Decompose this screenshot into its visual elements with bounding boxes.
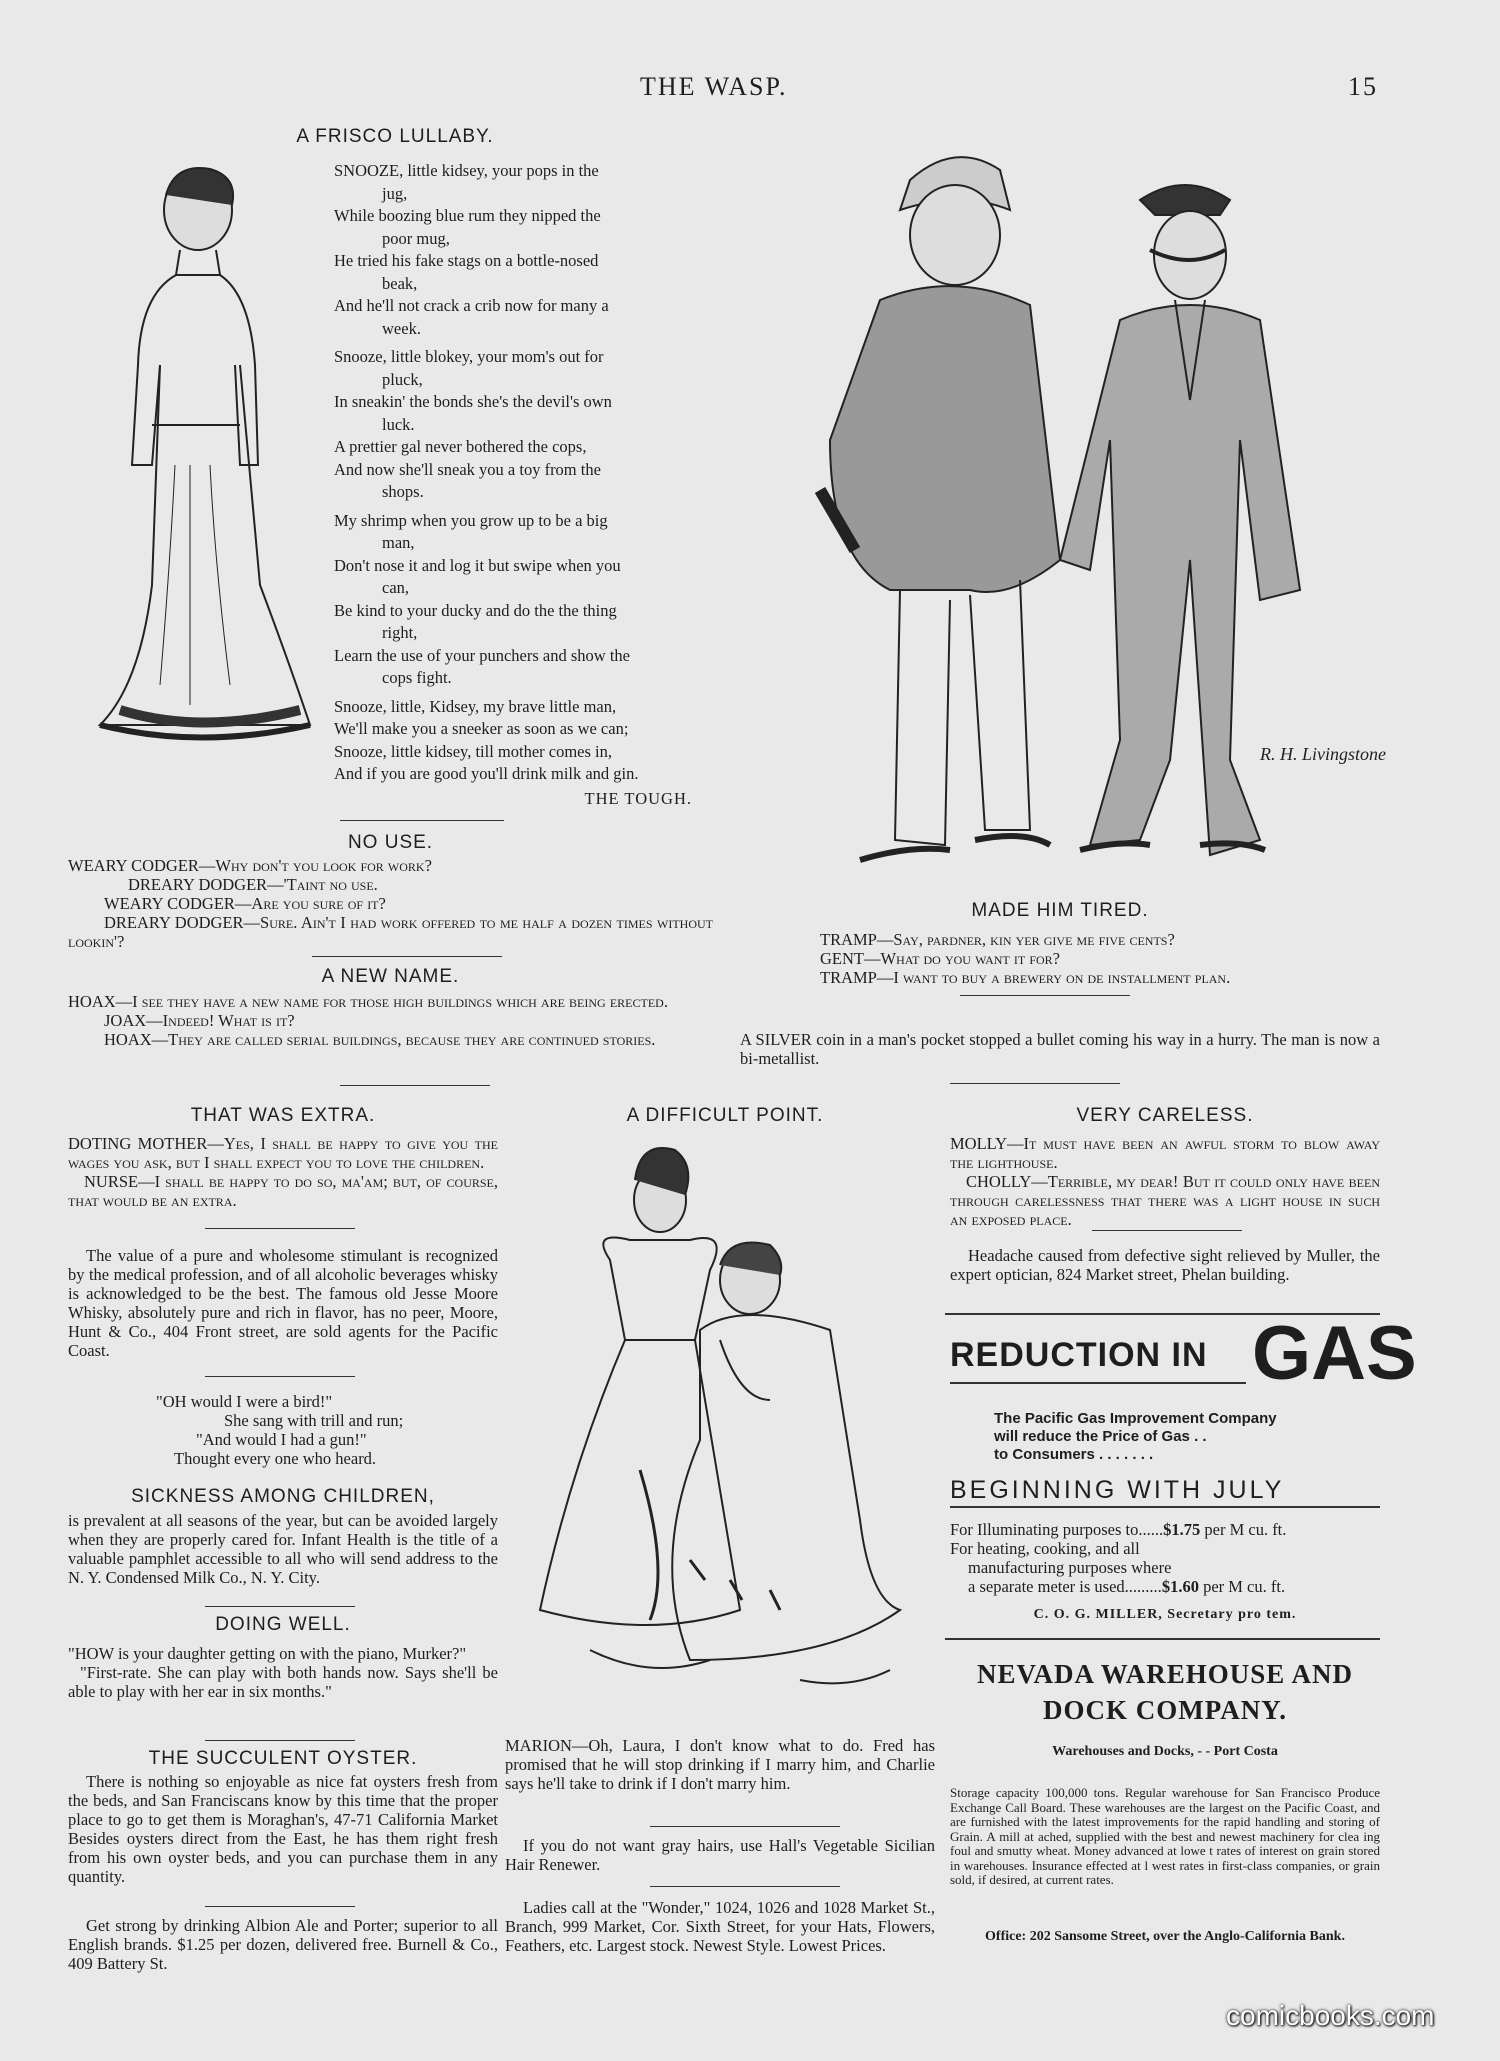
- price-unit: per M cu. ft.: [1203, 1577, 1286, 1596]
- dialogue-line: HOAX—They are called serial buildings, because they are continued stories.: [104, 1030, 656, 1049]
- divider: [205, 1740, 355, 1741]
- poem-line: Be kind to your ducky and do the the thing: [334, 600, 617, 620]
- doing-well-title: DOING WELL.: [215, 1614, 351, 1635]
- poem-line: He tried his fake stags on a bottle-nosed: [334, 251, 599, 270]
- dialogue-line: WEARY CODGER—Are you sure of it?: [104, 894, 386, 913]
- divider: [960, 995, 1130, 996]
- careless-title: VERY CARELESS.: [1076, 1105, 1254, 1126]
- verse-line: "And would I had a gun!": [196, 1430, 367, 1449]
- divider: [205, 1228, 355, 1229]
- made-him-tired-text: [820, 930, 1360, 987]
- divider: [1092, 1230, 1242, 1231]
- poem-line: cops fight.: [382, 668, 452, 687]
- divider: [340, 1085, 490, 1086]
- nevada-title: [950, 1656, 1380, 1728]
- difficult-title: A DIFFICULT POINT.: [626, 1105, 824, 1126]
- nevada-title-line: NEVADA WAREHOUSE AND: [976, 1659, 1354, 1689]
- poem-line: Don't nose it and log it but swipe when you: [334, 555, 621, 575]
- price-line: manufacturing purposes where: [968, 1558, 1172, 1577]
- sickness-text: is prevalent at all seasons of the year, but can be avoided largely when they are properly cared for. Infant Health is the title of a valuable pamphlet accessible to all who will send address to the N. Y. Condensed Milk Co., N. Y. City.: [68, 1511, 498, 1587]
- no-use-text: [68, 856, 713, 951]
- extra-title: THAT WAS EXTRA.: [190, 1105, 376, 1126]
- dialogue-line: GENT—What do you want it for?: [820, 949, 1061, 968]
- price-unit: per M cu. ft.: [1204, 1520, 1287, 1539]
- dialogue-line: DOTING MOTHER—Yes, I shall be happy to give you the wages you ask, but I shall expect you to love the children.: [68, 1134, 498, 1172]
- reduction-heading: REDUCTION IN: [950, 1336, 1208, 1374]
- wonder-text: Ladies call at the "Wonder," 1024, 1026 and 1028 Market St., Branch, 999 Market, Cor. Sixth Street, for your Hats, Flowers, Feathers, etc. Largest stock. Newest Style. Lowest Prices.: [505, 1898, 935, 1955]
- company-line: The Pacific Gas Improvement Company: [994, 1410, 1277, 1427]
- poem-line: pluck,: [382, 369, 423, 389]
- price-value: $1.60: [1161, 1577, 1199, 1596]
- nevada-subtitle: Warehouses and Docks, - - Port Costa: [1052, 1744, 1278, 1759]
- gas-secretary: C. O. G. MILLER, Secretary pro tem.: [1033, 1607, 1297, 1622]
- headache-text: Headache caused from defective sight relieved by Muller, the expert optician, 824 Market street, Phelan building.: [950, 1246, 1380, 1284]
- stanza-4: [334, 696, 714, 786]
- verse-line: She sang with trill and run;: [224, 1411, 404, 1430]
- sickness-title: SICKNESS AMONG CHILDREN,: [131, 1486, 435, 1507]
- divider: [340, 820, 504, 821]
- poem-line: poor mug,: [382, 228, 450, 248]
- halls-text: If you do not want gray hairs, use Hall's Vegetable Sicilian Hair Renewer.: [505, 1836, 935, 1874]
- poem-line: Snooze, little kidsey, till mother comes in,: [334, 741, 613, 761]
- divider: [205, 1906, 355, 1907]
- oyster-text: There is nothing so enjoyable as nice fat oysters fresh from the beds, and San Franciscans know by this time that the proper place to go to get them is Moraghan's, 47-71 California Market Besides oysters direct from the East, he has them right fresh from his own oyster beds, and you can purchase them in any quantity.: [68, 1772, 498, 1886]
- poem-line: can,: [382, 578, 410, 597]
- poem-line: beak,: [382, 273, 418, 293]
- poem-line: We'll make you a sneeker as soon as we can;: [334, 719, 629, 738]
- poem-line: And if you are good you'll drink milk and gin.: [334, 764, 639, 783]
- poem-line: jug,: [382, 183, 408, 203]
- divider: [650, 1826, 840, 1827]
- dialogue-line: DREARY DODGER—Sure. Ain't I had work offered to me half a dozen times without lookin'?: [68, 913, 713, 951]
- price-label: For Illuminating purposes to......: [950, 1520, 1164, 1539]
- frisco-signature: THE TOUGH.: [584, 788, 692, 808]
- silver-text: A SILVER coin in a man's pocket stopped a bullet coming his way in a hurry. The man is now a bi-metallist.: [740, 1030, 1380, 1068]
- poem-line: right,: [382, 623, 418, 642]
- made-him-tired-title: MADE HIM TIRED.: [971, 900, 1149, 921]
- stanza-3: [334, 510, 714, 690]
- dialogue-line: DREARY DODGER—'Taint no use.: [128, 875, 378, 894]
- whisky-text: The value of a pure and wholesome stimulant is recognized by the medical profession, and of all alcoholic beverages whisky is acknowledged to be the best. The famous old Jesse Moore Whisky, absolutely pure and rich in flavor, has no peer, Moore, Hunt & Co., 404 Front street, are sold agents for the Pacific Coast.: [68, 1246, 498, 1360]
- poem-line: SNOOZE, little kidsey, your pops in the: [334, 161, 599, 180]
- nevada-office: Office: 202 Sansome Street, over the Anglo-California Bank.: [985, 1929, 1345, 1944]
- verse-line: "OH would I were a bird!": [156, 1392, 333, 1411]
- divider: [950, 1506, 1380, 1508]
- new-name-text: [68, 992, 713, 1049]
- difficult-text: MARION—Oh, Laura, I don't know what to do. Fred has promised that he will stop drinking if I marry him, and Charlie says he'll take to drink if I don't marry him.: [505, 1736, 935, 1793]
- poem-line: Snooze, little blokey, your mom's out for: [334, 347, 604, 366]
- company-line: will reduce the Price of Gas . .: [994, 1428, 1207, 1445]
- poem-line: And he'll not crack a crib now for many a: [334, 296, 609, 315]
- artist-signature: R. H. Livingstone: [1260, 744, 1386, 764]
- dialogue-line: HOAX—I see they have a new name for those high buildings which are being erected.: [68, 992, 668, 1011]
- divider: [205, 1606, 355, 1607]
- woman-illustration: [80, 165, 330, 755]
- dialogue-line: NURSE—I shall be happy to do so, ma'am; but, of course, that would be an extra.: [68, 1172, 498, 1210]
- price-value: $1.75: [1163, 1520, 1201, 1539]
- poem-line: In sneakin' the bonds she's the devil's own: [334, 392, 612, 411]
- tramp-gent-illustration: [760, 140, 1386, 900]
- nevada-title-line: DOCK COMPANY.: [1043, 1695, 1287, 1725]
- page-number: 15: [1348, 72, 1378, 101]
- poem-line: Learn the use of your punchers and show the: [334, 645, 630, 665]
- poem-line: A prettier gal never bothered the cops,: [334, 437, 587, 456]
- magazine-title: THE WASP.: [640, 72, 788, 101]
- divider: [950, 1382, 1246, 1384]
- poem-line: And now she'll sneak you a toy from the: [334, 459, 601, 479]
- verse-line: Thought every one who heard.: [174, 1449, 377, 1468]
- divider: [945, 1638, 1380, 1640]
- frisco-poem: [334, 160, 714, 810]
- beginning-heading: BEGINNING WITH JULY: [950, 1476, 1285, 1504]
- watermark: comicbooks.com: [1226, 2000, 1435, 2031]
- dialogue-line: "HOW is your daughter getting on with the piano, Murker?": [68, 1644, 467, 1663]
- nevada-body: Storage capacity 100,000 tons. Regular warehouse for San Francisco Produce Exchange Call Board. These warehouses are the largest on the Pacific Coast, and are furnished with the latest improvements for the rapid handling and storing of Grain. A mill at ached, supplied with the best and newest machinery for clea ing foul and smutty wheat. Money advanced at lowe t rates of interest on grain stored in warehouses. Insurance effected at l west rates in first-class companies, or grain sold, if desired, at current rates.: [950, 1785, 1380, 1887]
- company-line: to Consumers . . . . . . .: [994, 1446, 1154, 1463]
- price-label: a separate meter is used.........: [968, 1577, 1162, 1596]
- price-line: For heating, cooking, and all: [950, 1539, 1140, 1558]
- poem-line: Snooze, little, Kidsey, my brave little man,: [334, 696, 617, 716]
- doing-well-text: [68, 1644, 498, 1701]
- dialogue-line: TRAMP—I want to buy a brewery on de installment plan.: [820, 968, 1231, 987]
- gas-heading: GAS: [1252, 1311, 1417, 1396]
- poem-line: week.: [382, 318, 421, 338]
- dialogue-line: TRAMP—Say, pardner, kin yer give me five cents?: [820, 930, 1175, 949]
- poem-line: shops.: [382, 482, 424, 501]
- stanza-2: [334, 346, 714, 504]
- bird-verse: [156, 1392, 486, 1468]
- dialogue-line: WEARY CODGER—Why don't you look for work?: [68, 856, 432, 875]
- divider: [650, 1886, 840, 1887]
- albion-text: Get strong by drinking Albion Ale and Porter; superior to all English brands. $1.25 per dozen, delivered free. Burnell & Co., 409 Battery St.: [68, 1916, 498, 1973]
- dialogue-line: MOLLY—It must have been an awful storm to blow away the lighthouse.: [950, 1134, 1380, 1172]
- careless-text: [950, 1134, 1380, 1229]
- poem-line: While boozing blue rum they nipped the: [334, 206, 601, 225]
- divider: [312, 956, 502, 957]
- frisco-title: A FRISCO LULLABY.: [296, 126, 494, 147]
- poem-line: man,: [382, 533, 415, 552]
- new-name-title: A NEW NAME.: [321, 966, 460, 987]
- extra-text: [68, 1134, 498, 1210]
- poem-line: My shrimp when you grow up to be a big: [334, 510, 608, 530]
- poem-line: luck.: [382, 414, 415, 434]
- two-women-illustration: [530, 1140, 920, 1720]
- gas-company: [994, 1410, 1354, 1464]
- no-use-title: NO USE.: [347, 832, 434, 853]
- stanza-1: [334, 160, 714, 340]
- divider: [950, 1083, 1120, 1084]
- dialogue-line: JOAX—Indeed! What is it?: [104, 1011, 295, 1030]
- oyster-title: THE SUCCULENT OYSTER.: [148, 1748, 418, 1769]
- gas-prices: [950, 1520, 1380, 1596]
- dialogue-line: CHOLLY—Terrible, my dear! But it could only have been through carelessness that there was a light house in such an exposed place.: [950, 1172, 1380, 1229]
- divider: [205, 1376, 355, 1377]
- dialogue-line: "First-rate. She can play with both hands now. Says she'll be able to play with her ear in six months.": [68, 1663, 498, 1701]
